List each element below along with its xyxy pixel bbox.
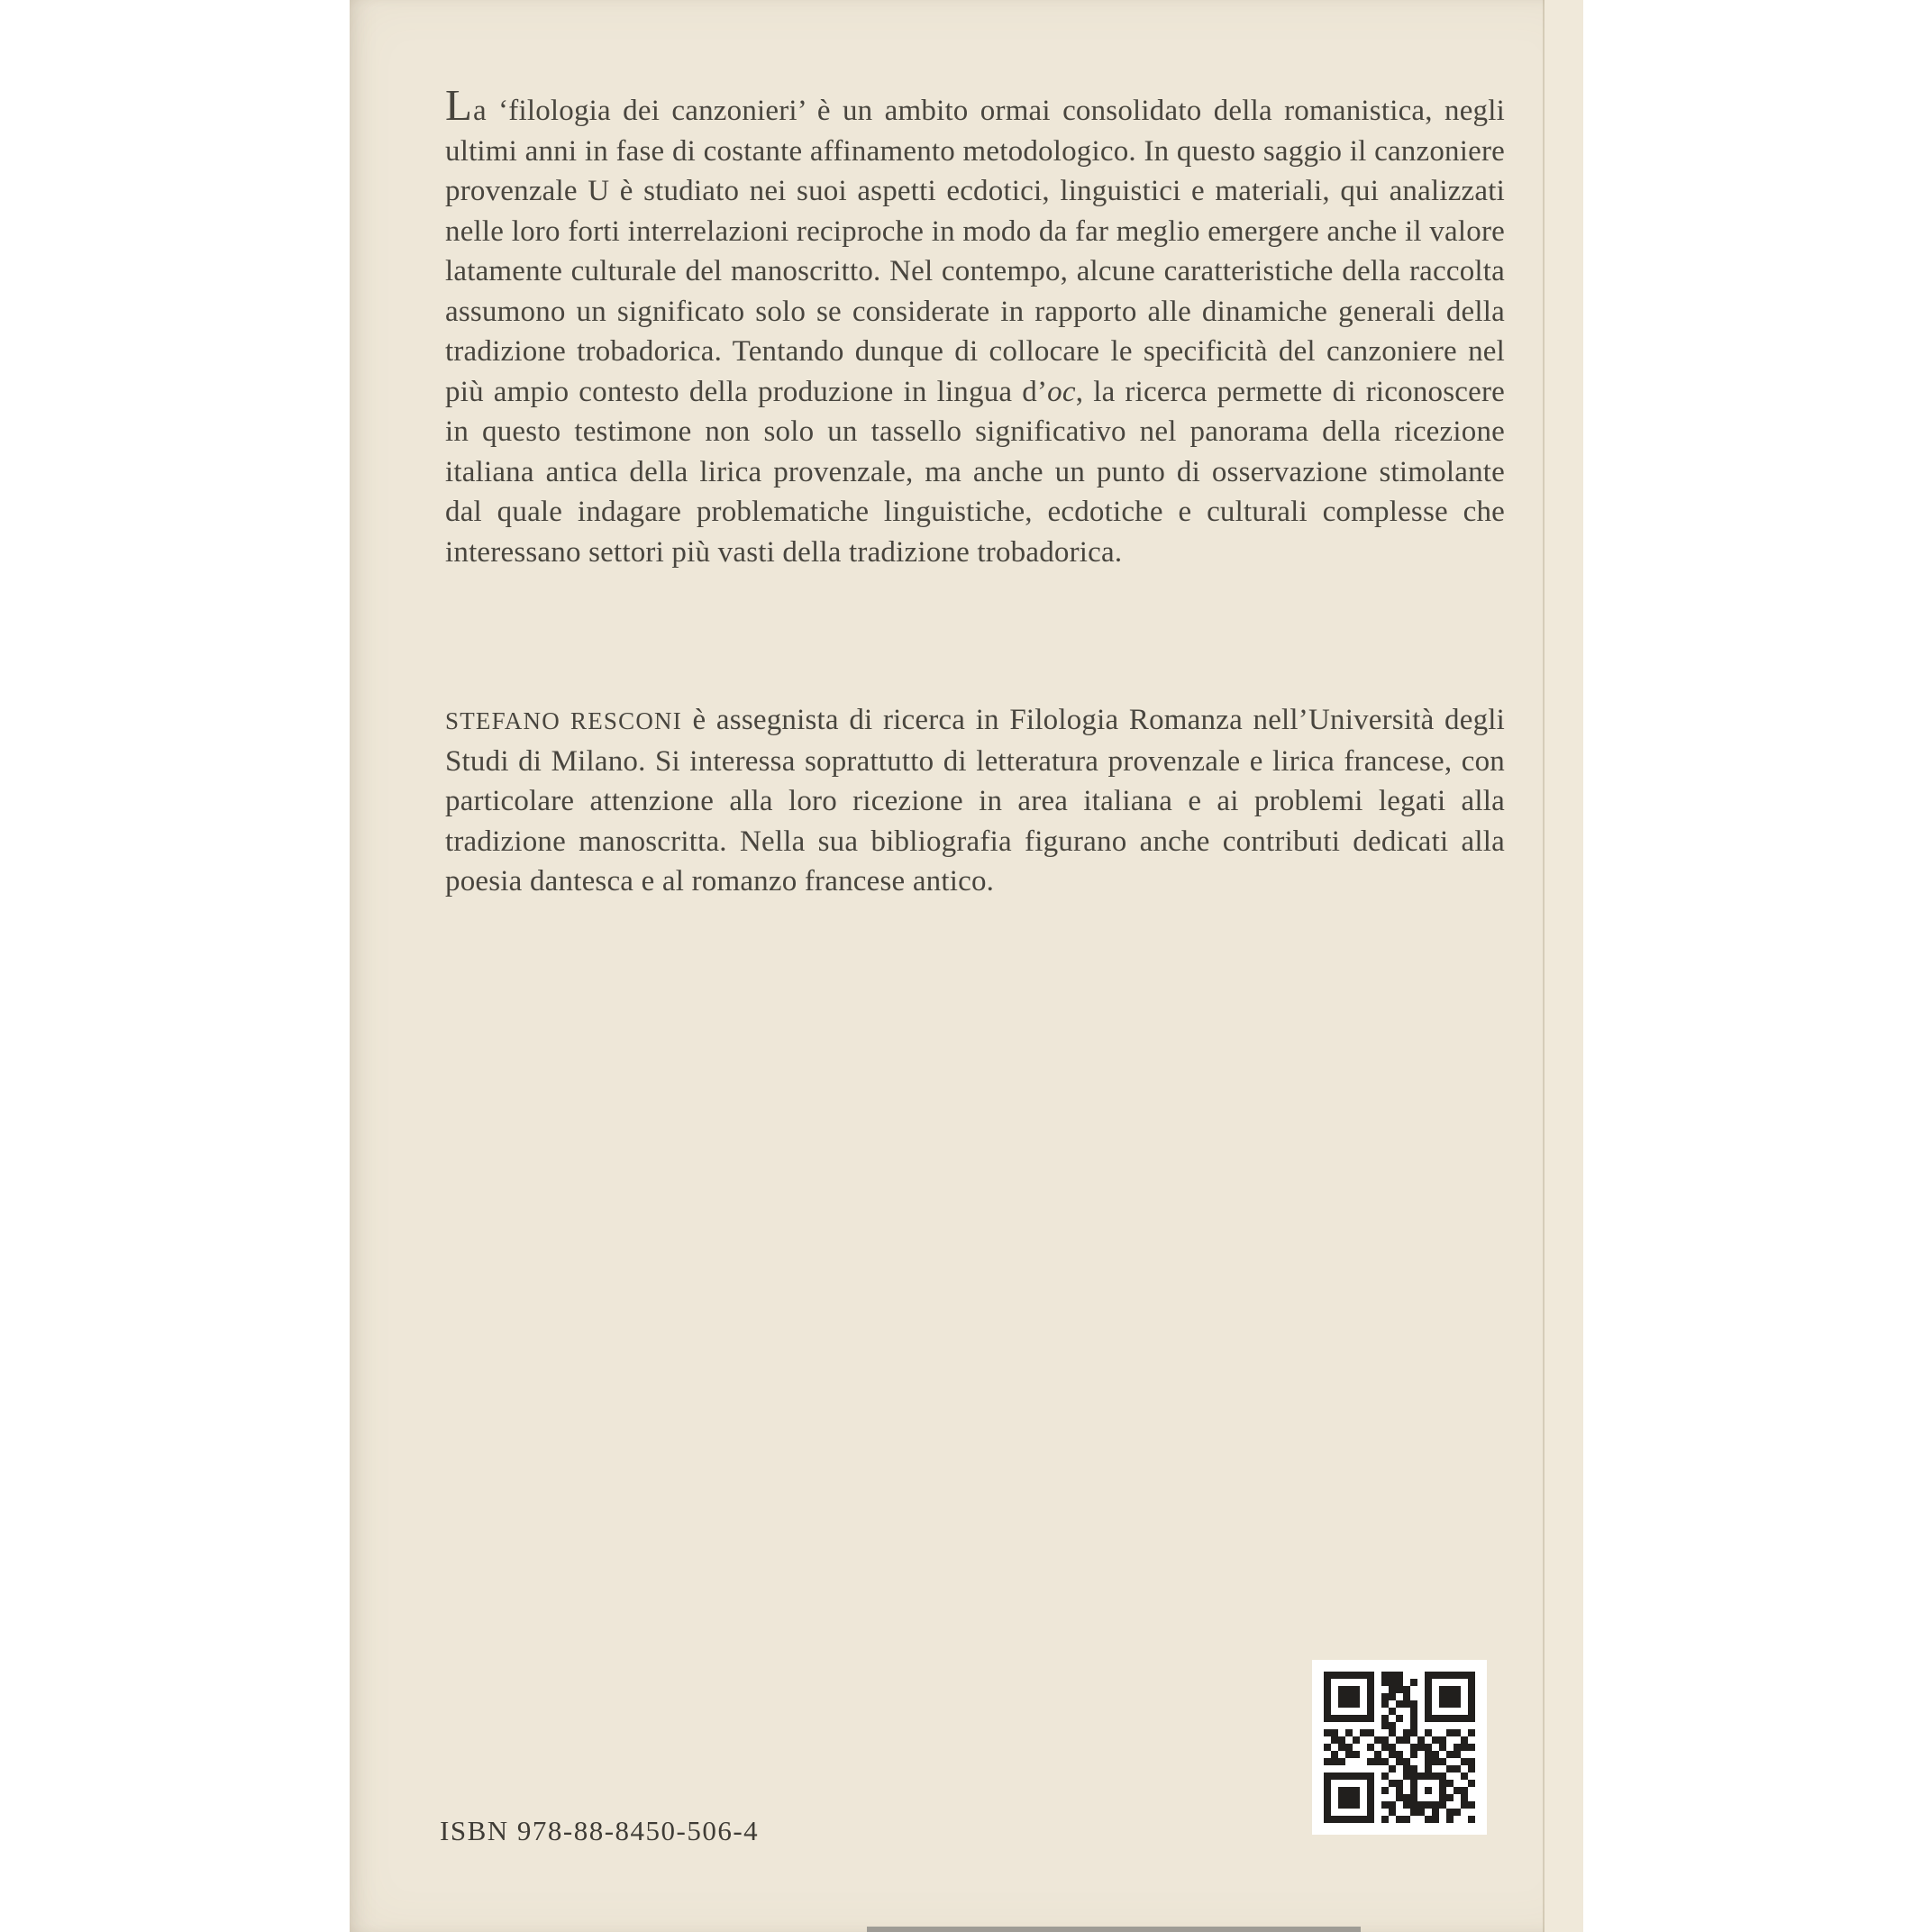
author-bio-text: è assegnista di ricerca in Filologia Romanza nell’Università degli Studi di Milano. Si interessa soprattutto di letteratura provenzale e lirica francese, con particolare attenzione alla loro ricezione in area italiana e ai problemi legati alla tradizione manoscritta. Nella sua bibliografia figurano anche contributi dedicati alla poesia dantesca e al romanzo francese antico.: [445, 704, 1506, 898]
author-name: STEFANO RESCONI: [445, 707, 682, 734]
blurb-text: a ‘filologia dei canzonieri’ è un ambito ormai consolidato della romanistica, negli ultimi anni in fase di costante affinamento metodologico. In questo saggio il canzoniere provenzale U è studiato nei suoi aspetti ecdotici, linguistici e materiali, qui analizzati nelle loro forti interrelazioni reciproche in modo da far meglio emergere anche il valore latamente culturale del manoscritto. Nel contempo, alcune caratteristiche della raccolta assumono un significato solo se considerate in rapporto alle dinamiche generali della tradizione trobadorica. Tentando dunque di collocare le specificità del canzoniere nel più ampio contesto della produzione in lingua d’: [445, 95, 1505, 408]
back-cover-blurb: [445, 80, 1505, 572]
isbn-label: ISBN 978-88-8450-506-4: [440, 1815, 760, 1846]
author-bio: [445, 700, 1505, 902]
drop-cap-initial: L: [445, 80, 473, 130]
blurb-text-end: , la ricerca permette di riconoscere in questo testimone non solo un tassello significativo nel panorama della ricezione italiana antica della lirica provenzale, ma anche un punto di osservazione stimolante dal quale indagare problematiche linguistiche, ecdotiche e culturali complesse che interessano settori più vasti della tradizione trobadorica.: [445, 375, 1505, 569]
blurb-italic-term: oc: [1047, 375, 1076, 408]
cover-edge-strip: [1545, 0, 1583, 1932]
book-bottom-edge-shadow: [867, 1927, 1361, 1932]
book-back-cover: [350, 0, 1583, 1932]
qr-code-grid: [1324, 1672, 1475, 1823]
qr-code: [1312, 1660, 1487, 1835]
